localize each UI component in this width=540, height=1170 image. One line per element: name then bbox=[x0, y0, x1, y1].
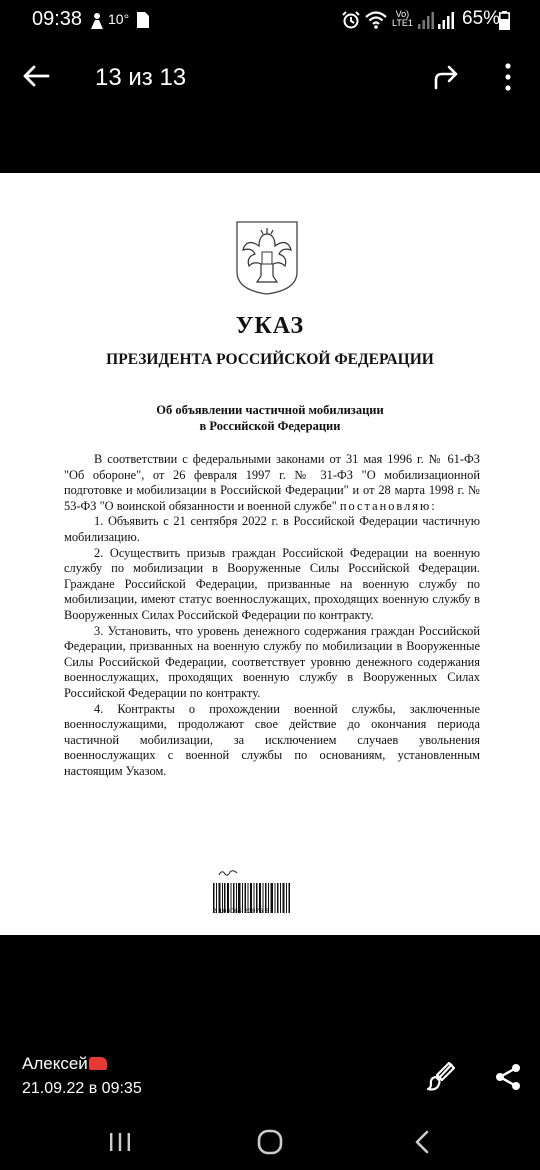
volte-label: Vo) bbox=[395, 9, 410, 19]
document-image[interactable] bbox=[0, 173, 540, 935]
decree-title: УКАЗ bbox=[235, 313, 305, 339]
decree-item: 2. Осуществить призыв граждан Российской Федерации на военную службу по мобилизации в Вооруженные Силы Российской Федерации. Граждане Российской Федерации, призванные на военную службу по мобилизации, имеют статус военнослужащих, проходящих военную службу в Вооруженных Силах Российской Федерации по контракту. bbox=[64, 545, 480, 622]
sim-card-icon bbox=[137, 12, 149, 28]
image-counter: 13 из 13 bbox=[95, 64, 187, 91]
sender-name: Алексей bbox=[22, 1054, 88, 1073]
decree-intro bbox=[64, 452, 480, 514]
car-emoji bbox=[89, 1057, 107, 1070]
lte-label: LTE1 bbox=[392, 18, 413, 28]
status-temperature: 10° bbox=[108, 11, 130, 27]
arrow-back-icon[interactable] bbox=[20, 60, 52, 92]
share-icon[interactable] bbox=[494, 1062, 522, 1092]
more-vert-icon[interactable] bbox=[496, 60, 520, 94]
battery-percent: 65% bbox=[462, 8, 501, 29]
recents-icon[interactable] bbox=[108, 1130, 132, 1154]
coat-of-arms-icon bbox=[235, 220, 299, 296]
decree-body bbox=[64, 452, 480, 779]
signal-icon bbox=[418, 11, 434, 29]
notification-icon bbox=[88, 12, 106, 30]
system-nav-bar bbox=[0, 1118, 540, 1170]
signal-icon bbox=[438, 11, 454, 29]
message-footer bbox=[0, 1040, 540, 1120]
sent-timestamp: 21.09.22 в 09:35 bbox=[22, 1080, 142, 1097]
barcode-number: 2 100065 23976 8 bbox=[213, 909, 270, 915]
app-bar bbox=[0, 42, 540, 122]
wifi-icon bbox=[364, 10, 388, 30]
brush-edit-icon[interactable] bbox=[425, 1060, 457, 1092]
decree-intro-text: В соответствии с федеральными законами от 31 мая 1996 г. № 61-ФЗ "Об обороне", от 26 февраля 1997 г. № 31-ФЗ "О мобилизационной подготовке и мобилизации в Российской Федерации" и от 28 марта 1998 г. № 53-ФЗ "О воинской обязанности и военной службе" bbox=[64, 452, 480, 513]
back-chevron-icon[interactable] bbox=[410, 1128, 434, 1156]
alarm-icon bbox=[342, 11, 360, 29]
volte-indicator bbox=[392, 10, 413, 28]
home-icon[interactable] bbox=[256, 1129, 284, 1155]
decree-heading-line1: Об объявлении частичной мобилизации bbox=[156, 403, 384, 417]
sender-name-row bbox=[22, 1054, 107, 1074]
decree-item: 4. Контракты о прохождении военной службы, заключенные военнослужащими, продолжают свое действие до окончания периода частичной мобилизации, за исключением случаев увольнения военнослужащих с военной службы по основаниям, установленным настоящим Указом. bbox=[64, 701, 480, 778]
share-forward-icon[interactable] bbox=[430, 62, 460, 92]
decree-item: 3. Установить, что уровень денежного содержания граждан Российской Федерации, призванных на военную службу по мобилизации в Вооруженные Силы Российской Федерации, соответствует уровню денежного содержания военнослужащих, проходящих военную службу в Вооруженных Силах Российской Федерации по контракту. bbox=[64, 623, 480, 700]
decree-heading bbox=[100, 402, 440, 434]
decree-subtitle: ПРЕЗИДЕНТА РОССИЙСКОЙ ФЕДЕРАЦИИ bbox=[106, 351, 434, 368]
status-time: 09:38 bbox=[32, 8, 83, 30]
decree-heading-line2: в Российской Федерации bbox=[199, 419, 341, 433]
battery-icon bbox=[499, 11, 510, 30]
decree-item: 1. Объявить с 21 сентября 2022 г. в Российской Федерации частичную мобилизацию. bbox=[64, 514, 480, 544]
decree-word: постановляю: bbox=[339, 498, 437, 513]
status-bar bbox=[0, 0, 540, 42]
